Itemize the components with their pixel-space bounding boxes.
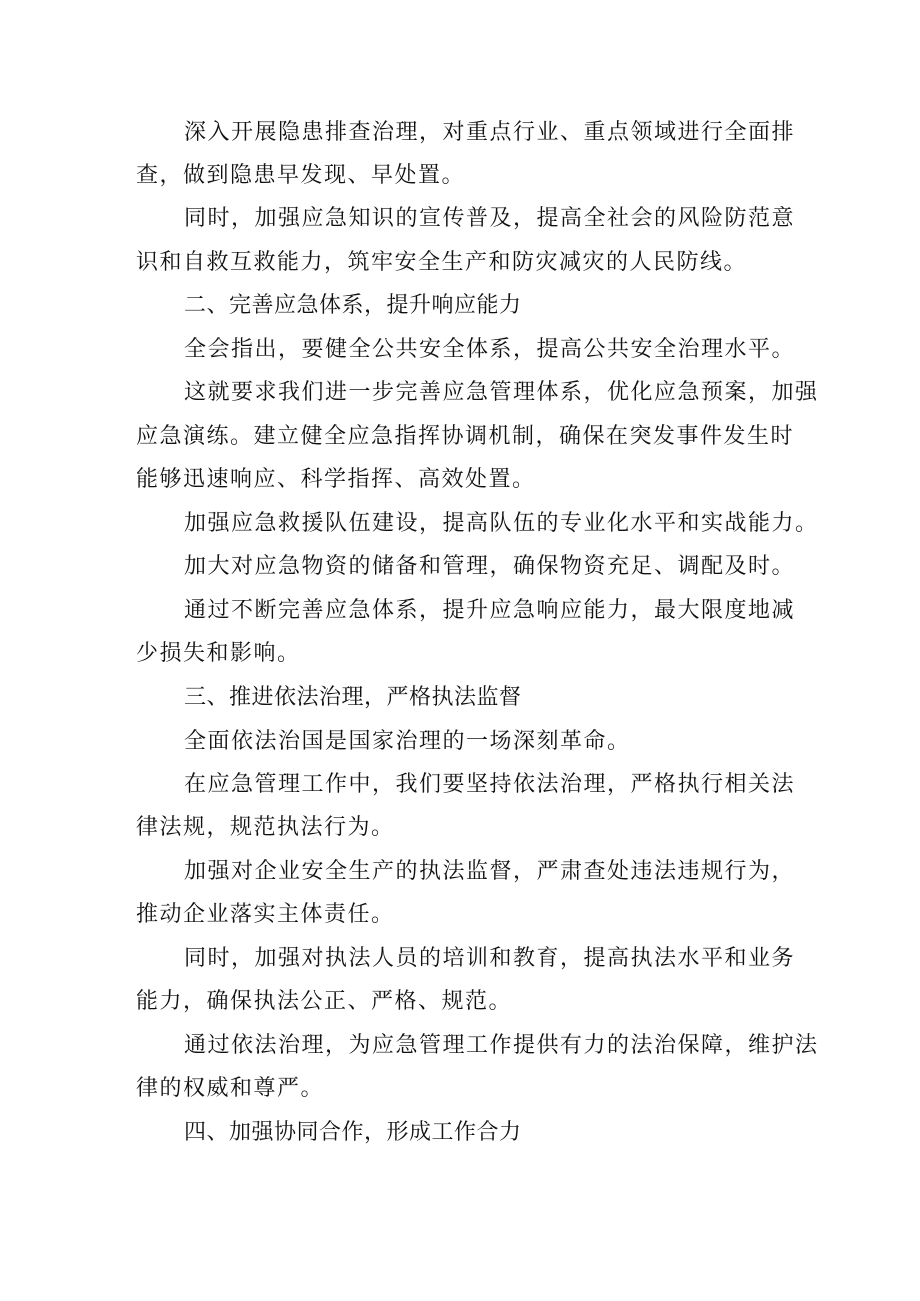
body-text-line: 律的权威和尊严。 bbox=[136, 1076, 325, 1101]
body-text-line: 深入开展隐患排查治理，对重点行业、重点领域进行全面排 bbox=[184, 120, 796, 145]
body-text-line: 在应急管理工作中，我们要坚持依法治理，严格执行相关法 bbox=[184, 772, 796, 797]
body-text-line: 查，做到隐患早发现、早处置。 bbox=[136, 163, 466, 188]
body-text-line: 少损失和影响。 bbox=[136, 641, 301, 666]
section-heading: 四、加强协同合作，形成工作合力 bbox=[184, 1120, 522, 1145]
body-text-line: 通过依法治理，为应急管理工作提供有力的法治保障，维护法 bbox=[184, 1033, 819, 1058]
body-text-line: 加大对应急物资的储备和管理，确保物资充足、调配及时。 bbox=[184, 554, 796, 579]
body-text-line: 识和自救互救能力，筑牢安全生产和防灾减灾的人民防线。 bbox=[136, 250, 748, 275]
body-text-line: 加强应急救援队伍建设，提高队伍的专业化水平和实战能力。 bbox=[184, 511, 819, 536]
body-text-line: 同时，加强对执法人员的培训和教育，提高执法水平和业务 bbox=[184, 946, 796, 971]
body-text-line: 同时，加强应急知识的宣传普及，提高全社会的风险防范意 bbox=[184, 206, 796, 231]
body-text-line: 加强对企业安全生产的执法监督，严肃查处违法违规行为， bbox=[184, 859, 796, 884]
body-text-line: 能够迅速响应、科学指挥、高效处置。 bbox=[136, 467, 536, 492]
body-text-line: 这就要求我们进一步完善应急管理体系，优化应急预案，加强 bbox=[184, 380, 819, 405]
body-text-line: 推动企业落实主体责任。 bbox=[136, 902, 395, 927]
body-text-line: 全面依法治国是国家治理的一场深刻革命。 bbox=[184, 729, 631, 754]
body-text-line: 应急演练。建立健全应急指挥协调机制，确保在突发事件发生时 bbox=[136, 424, 795, 449]
section-heading: 三、推进依法治理，严格执法监督 bbox=[184, 685, 522, 710]
body-text-line: 通过不断完善应急体系，提升应急响应能力，最大限度地减 bbox=[184, 598, 796, 623]
body-text-line: 全会指出，要健全公共安全体系，提高公共安全治理水平。 bbox=[184, 337, 796, 362]
body-text-line: 能力，确保执法公正、严格、规范。 bbox=[136, 989, 513, 1014]
body-text-line: 律法规，规范执法行为。 bbox=[136, 815, 395, 840]
section-heading: 二、完善应急体系，提升响应能力 bbox=[184, 293, 522, 318]
